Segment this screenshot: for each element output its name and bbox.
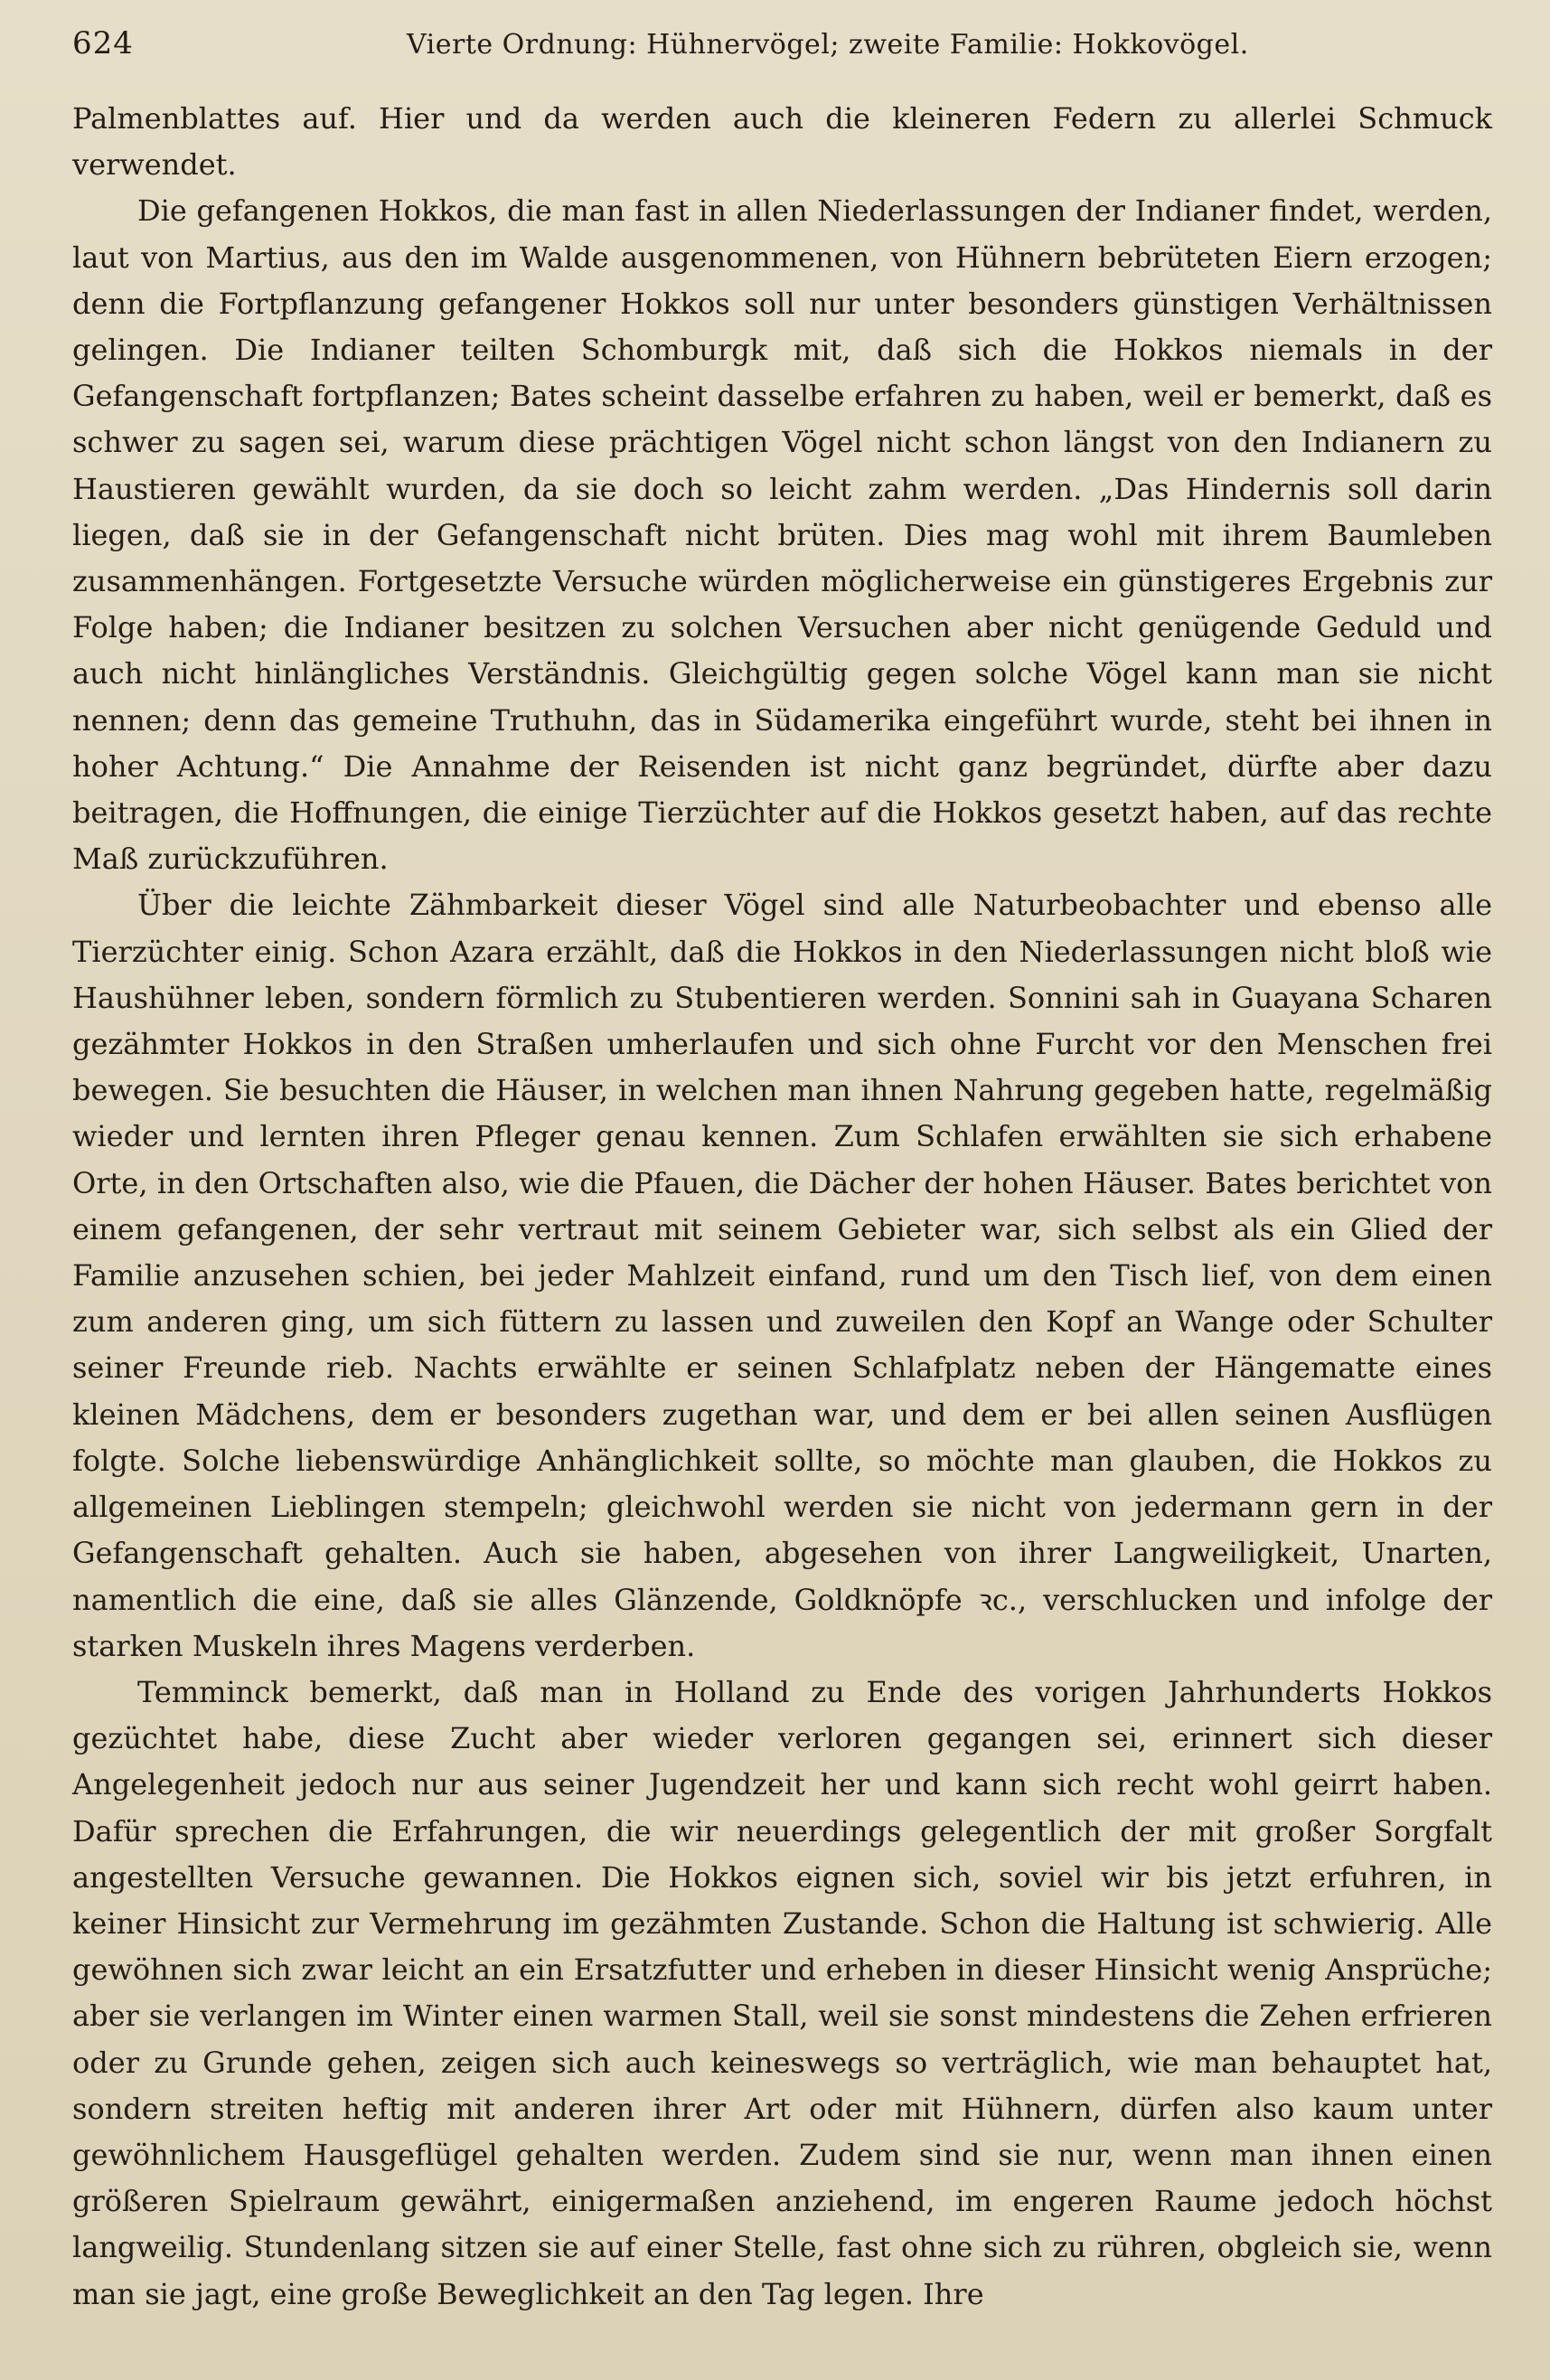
body-text (72, 96, 1492, 2318)
paragraph: Temminck bemerkt, daß man in Holland zu Ende des vorigen Jahrhunderts Hokkos gezüchtet habe, diese Zucht aber wieder verloren gegangen sei, erinnert sich dieser Angelegenheit jedoch nur aus seiner Jugendzeit her und kann sich recht wohl geirrt haben. Dafür sprechen die Erfahrungen, die wir neuerdings gelegentlich der mit großer Sorgfalt angestellten Versuche gewannen. Die Hokkos eignen sich, soviel wir bis jetzt erfuhren, in keiner Hinsicht zur Vermehrung im gezähmten Zustande. Schon die Haltung ist schwierig. Alle gewöhnen sich zwar leicht an ein Ersatzfutter und erheben in dieser Hinsicht wenig Ansprüche; aber sie verlangen im Winter einen warmen Stall, weil sie sonst mindestens die Zehen erfrieren oder zu Grunde gehen, zeigen sich auch keineswegs so verträglich, wie man behauptet hat, sondern streiten heftig mit anderen ihrer Art oder mit Hühnern, dürfen also kaum unter gewöhnlichem Hausgeflügel gehalten werden. Zudem sind sie nur, wenn man ihnen einen größeren Spielraum gewährt, einigermaßen anziehend, im engeren Raume jedoch höchst langweilig. Stundenlang sitzen sie auf einer Stelle, fast ohne sich zu rühren, obgleich sie, wenn man sie jagt, eine große Beweglichkeit an den Tag legen. Ihre (72, 1674, 1492, 2311)
paragraph: Die gefangenen Hokkos, die man fast in allen Niederlassungen der Indianer findet, werden, laut von Martius, aus den im Walde ausgenommenen, von Hühnern bebrüteten Eiern erzogen; denn die Fortpflanzung gefangener Hokkos soll nur unter besonders günstigen Verhältnissen gelingen. Die Indianer teilten Schomburgk mit, daß sich die Hokkos niemals in der Gefangenschaft fortpflanzen; Bates scheint dasselbe erfahren zu haben, weil er bemerkt, daß es schwer zu sagen sei, warum diese prächtigen Vögel nicht schon längst von den Indianern zu Haustieren gewählt wurden, da sie doch so leicht zahm werden. „Das Hindernis soll darin liegen, daß sie in der Gefangenschaft nicht brüten. Dies mag wohl mit ihrem Baumleben zusammenhängen. Fortgesetzte Versuche würden möglicherweise ein günstigeres Ergebnis zur Folge haben; die Indianer besitzen zu solchen Versuchen aber nicht genügende Geduld und auch nicht hinlängliches Verständnis. Gleichgültig gegen solche Vögel kann man sie nicht nennen; denn das gemeine Truthuhn, das in Südamerika eingeführt wurde, steht bei ihnen in hoher Achtung.“ Die Annahme der Reisenden ist nicht ganz begründet, dürfte aber dazu beitragen, die Hoffnungen, die einige Tierzüchter auf die Hokkos gesetzt haben, auf das rechte Maß zurückzuführen. (72, 193, 1492, 877)
running-head: Vierte Ordnung: Hühnervögel; zweite Familie: Hokkovögel. (407, 29, 1249, 61)
page-number: 624 (72, 25, 134, 61)
page-header (72, 25, 1492, 89)
paragraph: Über die leichte Zähmbarkeit dieser Vögel sind alle Naturbeobachter und ebenso alle Tierzüchter einig. Schon Azara erzählt, daß die Hokkos in den Niederlassungen nicht bloß wie Haushühner leben, sondern förmlich zu Stubentieren werden. Sonnini sah in Guayana Scharen gezähmter Hokkos in den Straßen umherlaufen und sich ohne Furcht vor den Menschen frei bewegen. Sie besuchten die Häuser, in welchen man ihnen Nahrung gegeben hatte, regelmäßig wieder und lernten ihren Pfleger genau kennen. Zum Schlafen erwählten sie sich erhabene Orte, in den Ortschaften also, wie die Pfauen, die Dächer der hohen Häuser. Bates berichtet von einem gefangenen, der sehr vertraut mit seinem Gebieter war, sich selbst als ein Glied der Familie anzusehen schien, bei jeder Mahlzeit einfand, rund um den Tisch lief, von dem einen zum anderen ging, um sich füttern zu lassen und zuweilen den Kopf an Wange oder Schulter seiner Freunde rieb. Nachts erwählte er seinen Schlafplatz neben der Hängematte eines kleinen Mädchens, dem er besonders zugethan war, und dem er bei allen seinen Ausflügen folgte. Solche liebenswürdige Anhänglichkeit sollte, so möchte man glauben, die Hokkos zu allgemeinen Lieblingen stempeln; gleichwohl werden sie nicht von jedermann gern in der Gefangenschaft gehalten. Auch sie haben, abgesehen von ihrer Langweiligkeit, Unarten, namentlich die eine, daß sie alles Glänzende, Goldknöpfe ꝛc., verschlucken und infolge der starken Muskeln ihres Magens verderben. (72, 888, 1492, 1663)
paragraph: Palmenblattes auf. Hier und da werden auch die kleineren Federn zu allerlei Schmuck verwendet. (72, 101, 1492, 183)
